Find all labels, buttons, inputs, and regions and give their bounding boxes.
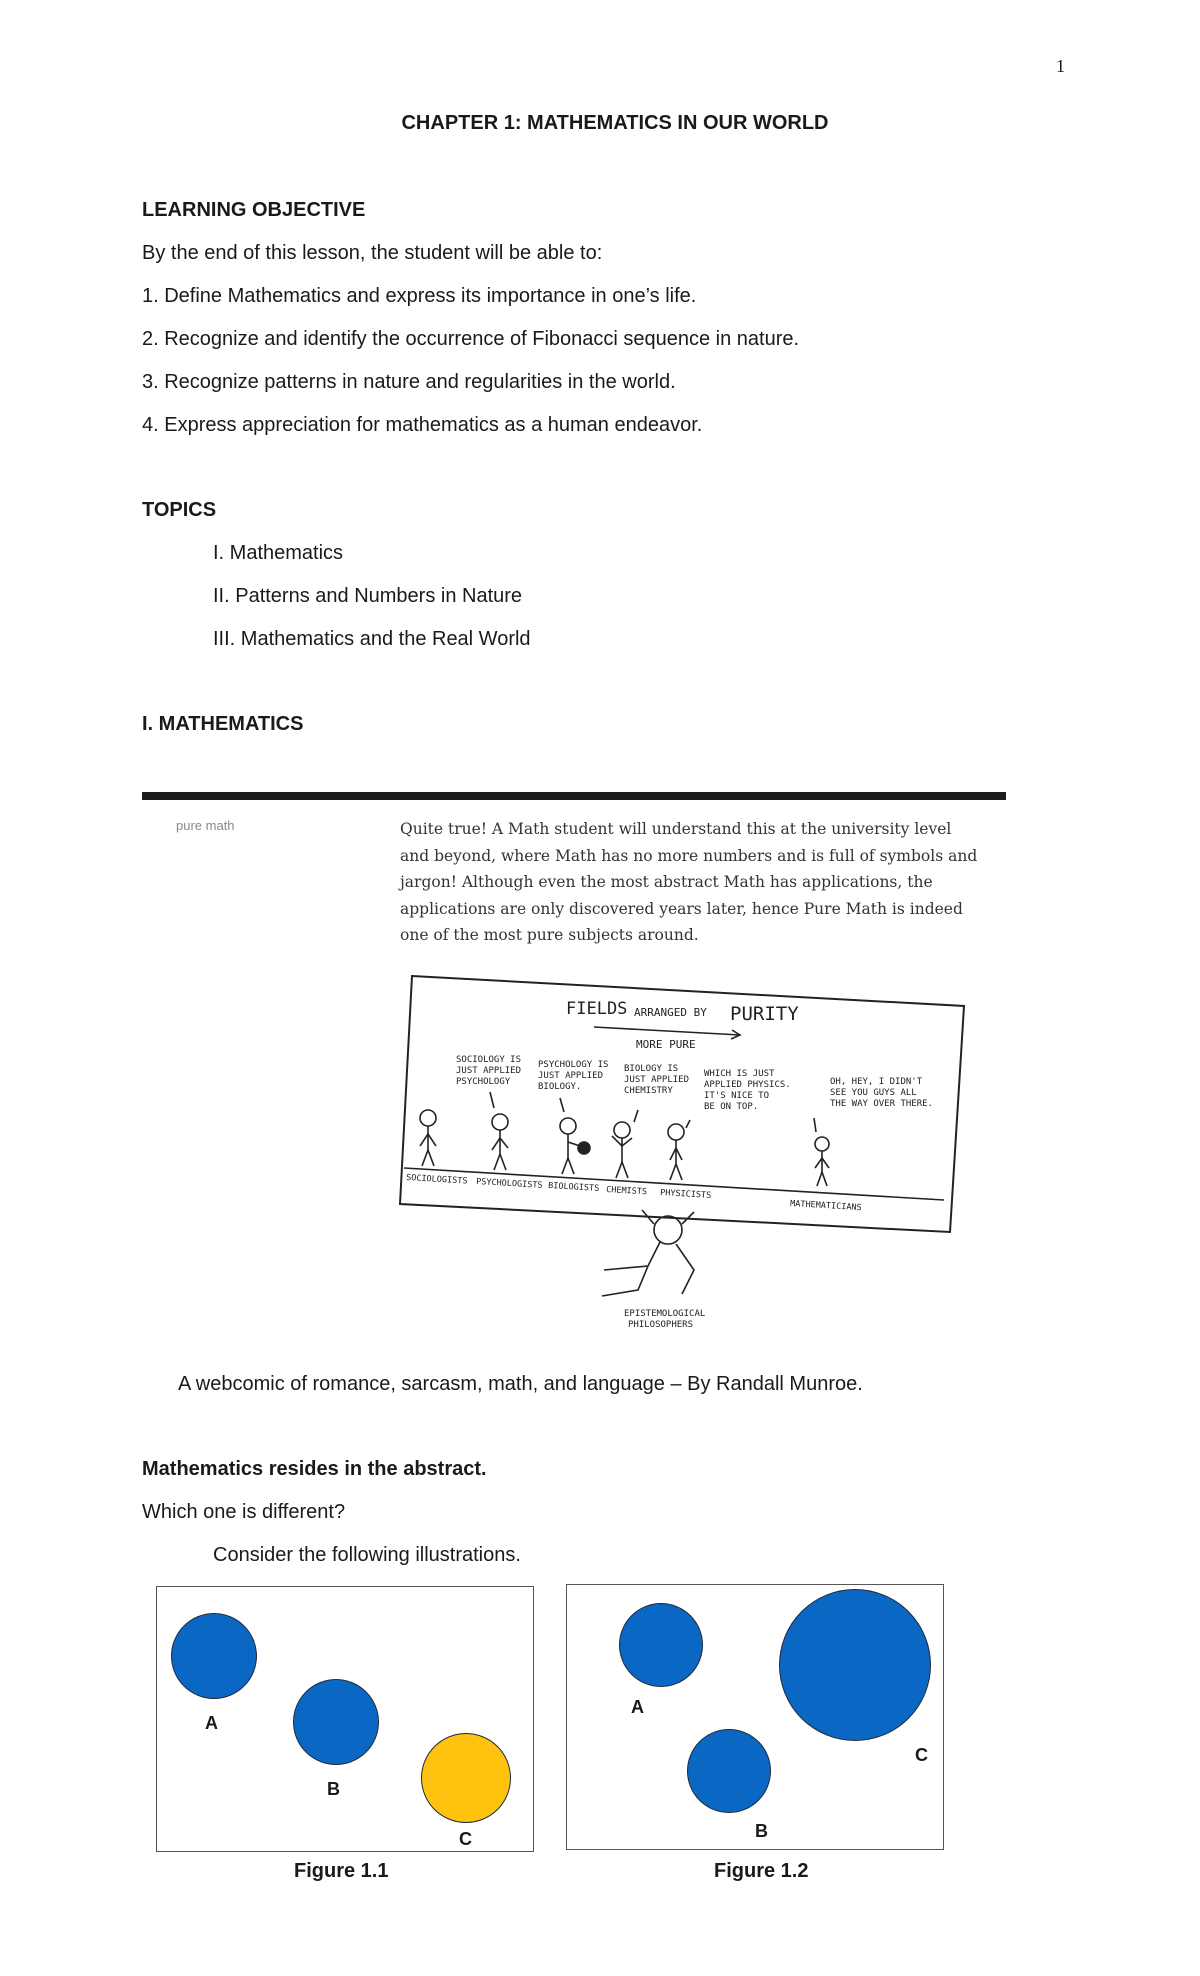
circle-c [421,1733,511,1823]
topic-item: II. Patterns and Numbers in Nature [213,585,523,607]
circle-label-a: A [631,1697,644,1717]
objective-intro: By the end of this lesson, the student will be able to: [142,242,603,264]
abstract-heading: Mathematics resides in the abstract. [142,1458,487,1480]
stick-figure-sociologist [420,1110,436,1166]
circle-a [619,1603,703,1687]
page-number: 1 [1056,56,1065,76]
circle-a [171,1613,257,1699]
circle-c [779,1589,931,1741]
abstract-question: Which one is different? [142,1501,346,1523]
more-pure-arrow [594,1027,740,1035]
stick-figure-psychologist [490,1092,508,1170]
comic-title-arranged: ARRANGED BY [634,1006,707,1019]
screenshot-blurb: Quite true! A Math student will understand this at the university level and beyond, where Math has no more numbers and is full of symbols and jargon! Although even the most abstract Math has applications, the applications are only discovered years later, hence Pure Math is indeed one of the most pure subjects around. [400,820,978,944]
purity-comic [398,970,968,1350]
field-label: CHEMISTS [605,1185,648,1198]
stick-figure-mathematician [814,1118,829,1186]
circle-label-c: C [459,1829,472,1849]
circle-b [687,1729,771,1813]
comic-title-purity: PURITY [730,1003,799,1025]
objective-item: 2. Recognize and identify the occurrence of Fibonacci sequence in nature. [142,328,800,350]
objective-item: 3. Recognize patterns in nature and regularities in the world. [142,371,676,393]
pure-math-tag: pure math [176,818,235,833]
field-label: SOCIOLOGISTS [405,1173,468,1187]
circle-label-b: B [327,1779,340,1799]
abstract-instruction: Consider the following illustrations. [213,1544,521,1566]
speech-bubble-biology: BIOLOGY IS JUST APPLIED CHEMISTRY [624,1064,690,1096]
field-label: MATHEMATICIANS [789,1199,862,1214]
comic-caption: A webcomic of romance, sarcasm, math, and language – By Randall Munroe. [178,1373,863,1395]
learning-objective-heading: LEARNING OBJECTIVE [142,199,366,221]
figure-1-1-caption: Figure 1.1 [294,1860,389,1882]
objective-item: 1. Define Mathematics and express its importance in one’s life. [142,285,697,307]
speech-bubble-physics: WHICH IS JUST APPLIED PHYSICS. IT'S NICE TO BE ON TOP. [704,1069,791,1112]
topic-item: III. Mathematics and the Real World [213,628,531,650]
more-pure-label: MORE PURE [636,1038,696,1051]
circle-label-c: C [915,1745,928,1765]
chapter-title: CHAPTER 1: MATHEMATICS IN OUR WORLD [401,112,829,134]
circle-label-b: B [755,1821,768,1841]
stick-figure-chemist [612,1110,638,1178]
figure-1-1 [156,1586,534,1852]
field-label: PSYCHOLOGISTS [475,1177,543,1191]
topic-item: I. Mathematics [213,542,344,564]
stick-figure-philosopher [602,1210,694,1296]
objective-item: 4. Express appreciation for mathematics as a human endeavor. [142,414,703,436]
stick-figure-biologist [560,1098,590,1174]
section-heading: I. MATHEMATICS [142,713,304,735]
speech-bubbles [456,1055,933,1112]
speech-bubble-psychology: PSYCHOLOGY IS JUST APPLIED BIOLOGY. [538,1060,609,1092]
figure-1-2-caption: Figure 1.2 [714,1860,809,1882]
circle-b [293,1679,379,1765]
philosophers-label: EPISTEMOLOGICAL PHILOSOPHERS [624,1309,706,1330]
circle-label-a: A [205,1713,218,1733]
figure-1-2 [566,1584,944,1850]
speech-bubble-math: OH, HEY, I DIDN'T SEE YOU GUYS ALL THE WAY OVER THERE. [830,1077,933,1109]
stick-figure-physicist [668,1120,690,1180]
speech-bubble-sociology: SOCIOLOGY IS JUST APPLIED PSYCHOLOGY [456,1055,522,1087]
topics-heading: TOPICS [142,499,217,521]
comic-title-fields: FIELDS [566,999,628,1019]
field-label: PHYSICISTS [659,1188,712,1201]
embedded-screenshot-rule [142,792,1006,800]
field-label: BIOLOGISTS [547,1181,600,1194]
